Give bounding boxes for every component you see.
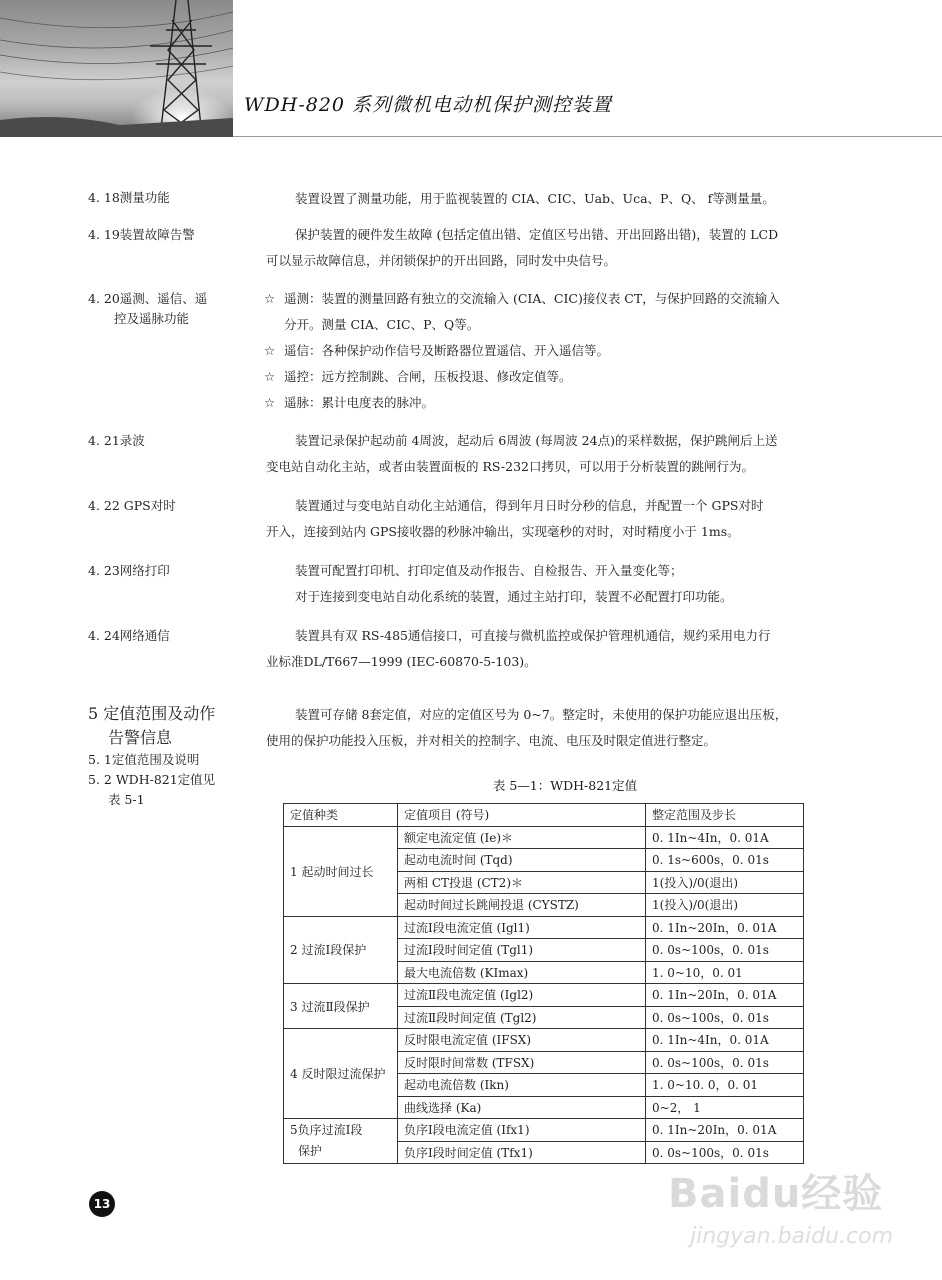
text-line: 开入，连接到站内 GPS接收器的秒脉冲输出，实现毫秒的对时，对时精度小于 1ms。 xyxy=(266,524,740,539)
section-label: 4. 21录波 xyxy=(88,433,145,448)
section-label-line: 4. 20遥测、遥信、遥 xyxy=(88,291,208,306)
range-cell: 0. 0s~100s，0. 01s xyxy=(646,1051,804,1074)
item-cell: 额定电流定值 (Ie)＊ xyxy=(398,826,646,849)
section-label: 4. 22 GPS对时 xyxy=(88,498,176,513)
section-label xyxy=(88,289,248,329)
power-tower-illustration xyxy=(0,0,233,137)
subsection-label: 5. 2 WDH-821定值见 xyxy=(88,772,216,787)
table-row xyxy=(284,1029,804,1052)
section-label: 4. 18测量功能 xyxy=(88,190,170,205)
list-item xyxy=(264,390,864,416)
item-cell: 起动电流倍数 (Ikn) xyxy=(398,1074,646,1097)
item-cell: 最大电流倍数 (KImax) xyxy=(398,961,646,984)
text-line: 装置可配置打印机、打印定值及动作报告、自检报告、开入量变化等； xyxy=(295,563,683,578)
section-text xyxy=(266,623,866,675)
text-line: 装置可存储 8套定值，对应的定值区号为 0~7。整定时，未使用的保护功能应退出压板， xyxy=(295,707,788,722)
text-line: 可以显示故障信息，并闭锁保护的开出回路，同时发中央信号。 xyxy=(266,253,617,268)
section-label: 4. 24网络通信 xyxy=(88,628,170,643)
range-cell: 0. 1In~4In，0. 01A xyxy=(646,1029,804,1052)
table-row xyxy=(284,826,804,849)
section-text xyxy=(266,493,866,545)
settings-table xyxy=(283,803,804,1164)
item-cell: 负序Ⅰ段时间定值 (Tfx1) xyxy=(398,1141,646,1164)
text-line: 保护装置的硬件发生故障 (包括定值出错、定值区号出错、开出回路出错)，装置的 LCD xyxy=(295,227,779,242)
range-cell: 0. 1In~20In，0. 01A xyxy=(646,916,804,939)
list-item xyxy=(264,364,864,390)
section-text xyxy=(266,702,866,754)
group-name-cell: 2 过流Ⅰ段保护 xyxy=(284,916,398,984)
range-cell: 1(投入)/0(退出) xyxy=(646,871,804,894)
list-item-text: 遥测：装置的测量回路有独立的交流输入 (CIA、CIC)接仪表 CT，与保护回路的交流输入 xyxy=(284,291,780,306)
list-item-continuation: 分开。测量 CIA、CIC、P、Q等。 xyxy=(284,317,480,332)
page-number-badge: 13 xyxy=(89,1191,115,1217)
group-name-cell: 3 过流Ⅱ段保护 xyxy=(284,984,398,1029)
range-cell: 0. 0s~100s，0. 01s xyxy=(646,1141,804,1164)
table-row xyxy=(284,1119,804,1142)
section-label: 4. 23网络打印 xyxy=(88,563,170,578)
section-label: 4. 19装置故障告警 xyxy=(88,227,195,242)
range-cell: 1(投入)/0(退出) xyxy=(646,894,804,917)
list-item xyxy=(264,286,864,312)
item-cell: 反时限电流定值 (IFSX) xyxy=(398,1029,646,1052)
text-line: 装置具有双 RS-485通信接口，可直接与微机监控或保护管理机通信，规约采用电力行 xyxy=(295,628,771,643)
subsection-label-continuation: 表 5-1 xyxy=(108,792,145,807)
text-line: 业标准DL/T667—1999 (IEC-60870-5-103)。 xyxy=(266,654,537,669)
section-title-line: 告警信息 xyxy=(108,728,173,747)
list-item-text: 遥脉：累计电度表的脉冲。 xyxy=(284,395,435,410)
list-item-text: 遥信：各种保护动作信号及断路器位置遥信、开入遥信等。 xyxy=(284,343,610,358)
item-cell: 反时限时间常数 (TFSX) xyxy=(398,1051,646,1074)
section-label-line: 控及遥脉功能 xyxy=(114,311,190,326)
section-title-line: 5 定值范围及动作 xyxy=(88,704,216,723)
table-row xyxy=(284,984,804,1007)
text-line: 对于连接到变电站自动化系统的装置，通过主站打印，装置不必配置打印功能。 xyxy=(295,589,733,604)
star-bullet-icon: ☆ xyxy=(264,395,276,410)
range-cell: 1. 0~10，0. 01 xyxy=(646,961,804,984)
group-name-cell: 4 反时限过流保护 xyxy=(284,1029,398,1119)
text-line: 使用的保护功能投入压板，并对相关的控制字、电流、电压及时限定值进行整定。 xyxy=(266,733,717,748)
item-cell: 负序Ⅰ段电流定值 (Ifx1) xyxy=(398,1119,646,1142)
group-name-cell xyxy=(284,1119,398,1164)
star-bullet-icon: ☆ xyxy=(264,291,276,306)
column-header: 定值项目 (符号) xyxy=(398,804,646,827)
group-name-cell: 1 起动时间过长 xyxy=(284,826,398,916)
section-text xyxy=(266,222,866,274)
range-cell: 0. 0s~100s，0. 01s xyxy=(646,1006,804,1029)
item-cell: 过流Ⅰ段时间定值 (Tgl1) xyxy=(398,939,646,962)
section-list xyxy=(264,286,864,416)
list-item-text: 遥控：远方控制跳、合闸，压板投退、修改定值等。 xyxy=(284,369,572,384)
watermark-logo-text: Baidu经验 xyxy=(668,1171,884,1217)
group-name-line: 保护 xyxy=(298,1144,323,1158)
table-row xyxy=(284,916,804,939)
document-title: WDH-820 系列微机电动机保护测控装置 xyxy=(244,94,613,116)
item-cell: 两相 CT投退 (CT2)＊ xyxy=(398,871,646,894)
header-bar xyxy=(233,0,942,86)
column-header: 定值种类 xyxy=(284,804,398,827)
section-text xyxy=(266,558,866,610)
table-caption: 表 5—1：WDH-821定值 xyxy=(492,778,638,793)
item-cell: 起动时间过长跳闸投退 (CYSTZ) xyxy=(398,894,646,917)
header-photo xyxy=(0,0,233,137)
subsection-label: 5. 1定值范围及说明 xyxy=(88,752,200,767)
range-cell: 0. 1s~600s，0. 01s xyxy=(646,849,804,872)
watermark xyxy=(668,1162,918,1272)
watermark-url: jingyan.baidu.com xyxy=(690,1224,894,1249)
header-rule xyxy=(233,136,942,137)
text-line: 变电站自动化主站，或者由装置面板的 RS-232口拷贝，可以用于分析装置的跳闸行为。 xyxy=(266,459,754,474)
range-cell: 0~2， 1 xyxy=(646,1096,804,1119)
range-cell: 0. 1In~20In，0. 01A xyxy=(646,1119,804,1142)
text-line: 装置通过与变电站自动化主站通信，得到年月日时分秒的信息，并配置一个 GPS对时 xyxy=(295,498,764,513)
range-cell: 0. 1In~4In，0. 01A xyxy=(646,826,804,849)
star-bullet-icon: ☆ xyxy=(264,369,276,384)
group-name-line: 5负序过流Ⅰ段 xyxy=(290,1123,363,1137)
list-item xyxy=(264,338,864,364)
star-bullet-icon: ☆ xyxy=(264,343,276,358)
column-header: 整定范围及步长 xyxy=(646,804,804,827)
table-header-row xyxy=(284,804,804,827)
section-text xyxy=(266,428,866,480)
item-cell: 起动电流时间 (Tqd) xyxy=(398,849,646,872)
item-cell: 过流Ⅱ段时间定值 (Tgl2) xyxy=(398,1006,646,1029)
item-cell: 过流Ⅱ段电流定值 (Igl2) xyxy=(398,984,646,1007)
item-cell: 曲线选择 (Ka) xyxy=(398,1096,646,1119)
range-cell: 0. 0s~100s，0. 01s xyxy=(646,939,804,962)
item-cell: 过流Ⅰ段电流定值 (Igl1) xyxy=(398,916,646,939)
range-cell: 0. 1In~20In，0. 01A xyxy=(646,984,804,1007)
range-cell: 1. 0~10. 0，0. 01 xyxy=(646,1074,804,1097)
text-line: 装置记录保护起动前 4周波，起动后 6周波 (每周波 24点)的采样数据，保护跳闸后上送 xyxy=(295,433,778,448)
section-text: 装置设置了测量功能，用于监视装置的 CIA、CIC、Uab、Uca、P、Q、 f等测量量。 xyxy=(295,191,775,206)
